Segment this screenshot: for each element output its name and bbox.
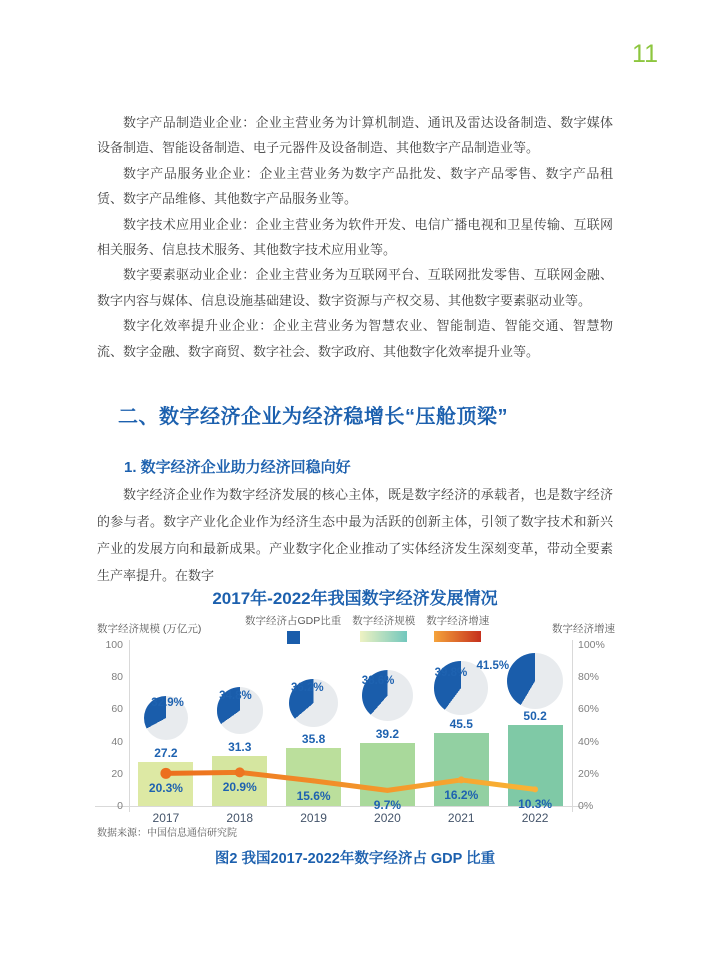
left-axis-line — [129, 640, 130, 812]
bar-value-label: 39.2 — [375, 726, 400, 741]
x-axis-label: 2021 — [447, 811, 475, 825]
pie-value-label: 32.9% — [151, 697, 184, 709]
line-value-label: 20.3% — [148, 781, 183, 796]
pie-value-label: 41.5% — [476, 659, 510, 672]
x-axis-label: 2022 — [521, 811, 549, 825]
intro-paragraphs — [97, 110, 613, 364]
bar-value-label: 45.5 — [449, 716, 473, 731]
line-value-label: 9.7% — [373, 798, 402, 813]
intro-paragraph-2: 数字产品服务业企业：企业主营业务为数字产品批发、数字产品零售、数字产品租赁、数字产品维修、其他数字产品服务业等。 — [97, 165, 613, 207]
legend-label: 数字经济增速 — [426, 615, 490, 627]
line-value-label: 15.6% — [296, 788, 331, 803]
right-axis-label: 数字经济增速 — [552, 623, 615, 635]
left-axis-tick: 100 — [105, 639, 123, 651]
chart-title: 2017年-2022年我国数字经济发展情况 — [212, 589, 498, 608]
left-axis-label: 数字经济规模 (万亿元) — [97, 623, 202, 635]
left-axis-tick: 80 — [111, 671, 123, 684]
pie-2022 — [507, 653, 563, 709]
bar-value-label: 35.8 — [301, 732, 326, 747]
chart-figure — [95, 584, 615, 850]
right-axis-tick: 80% — [578, 671, 600, 684]
left-axis-tick: 20 — [111, 767, 123, 780]
right-axis-tick: 20% — [578, 767, 600, 780]
left-axis-tick: 0 — [117, 800, 123, 812]
left-axis-tick: 40 — [111, 735, 123, 748]
pie-value-label: 36.2% — [290, 682, 324, 694]
line-value-label: 20.9% — [222, 780, 257, 795]
left-axis-tick: 60 — [111, 703, 123, 716]
bar-2020 — [360, 743, 415, 806]
pie-value-label: 34.8% — [219, 689, 252, 702]
legend-label: 数字经济占GDP比重 — [245, 615, 342, 627]
bar-value-label: 31.3 — [228, 739, 252, 754]
page-number: 11 — [632, 40, 658, 68]
x-axis-label: 2019 — [300, 811, 327, 825]
right-axis-tick: 60% — [578, 703, 600, 716]
bar-value-label: 27.2 — [154, 746, 178, 761]
subsection-heading: 1. 数字经济企业助力经济回稳向好 — [124, 459, 351, 476]
line-value-label: 10.3% — [518, 797, 553, 812]
bar-value-label: 50.2 — [523, 709, 547, 724]
plot-area — [95, 584, 615, 850]
intro-paragraph-4: 数字要素驱动业企业：企业主营业务为互联网平台、互联网批发零售、互联网金融、数字内容与媒体、信息设施基础建设、数字资源与产权交易、其他数字要素驱动业等。 — [97, 267, 613, 308]
x-axis-label: 2020 — [374, 811, 401, 825]
pie-value-label: 39.8% — [434, 667, 468, 679]
intro-paragraph-5: 数字化效率提升业企业：企业主营业务为智慧农业、智能制造、智能交通、智慧物流、数字金融、数字商贸、数字社会、数字政府、其他数字化效率提升业等。 — [97, 318, 613, 359]
body-paragraph: 数字经济企业作为数字经济发展的核心主体，既是数字经济的承载者，也是数字经济的参与者。数字产业化企业作为经济生态中最为活跃的创新主体，引领了数字技术和新兴产业的发展方向和最新成果。产业数字化企业推动了实体经济发生深刻变革，带动全要素生产率提升。在数字 — [97, 487, 613, 583]
x-axis-label: 2017 — [152, 811, 180, 825]
right-axis-tick: 100% — [578, 639, 605, 651]
legend-label: 数字经济规模 — [352, 615, 416, 627]
pie-value-label: 38.6% — [361, 674, 395, 687]
x-axis-label: 2018 — [226, 811, 254, 825]
figure-caption: 图2 我国2017-2022年数字经济占 GDP 比重 — [214, 851, 496, 867]
right-axis-line — [572, 640, 573, 812]
section-heading: 二、数字经济企业为经济稳增长“压舱顶梁” — [118, 406, 508, 428]
data-source: 数据来源：中国信息通信研究院 — [97, 828, 237, 839]
intro-paragraph-1: 数字产品制造业企业：企业主营业务为计算机制造、通讯及雷达设备制造、数字媒体设备制造、智能设备制造、电子元器件及设备制造、其他数字产品制造业等。 — [97, 115, 613, 156]
bar-2022 — [508, 725, 563, 806]
intro-paragraph-3: 数字技术应用业企业：企业主营业务为软件开发、电信广播电视和卫星传输、互联网相关服务、信息技术服务、其他数字技术应用业等。 — [97, 216, 613, 258]
line-value-label: 16.2% — [444, 787, 479, 802]
right-axis-tick: 0% — [578, 800, 594, 812]
right-axis-tick: 40% — [578, 735, 600, 748]
